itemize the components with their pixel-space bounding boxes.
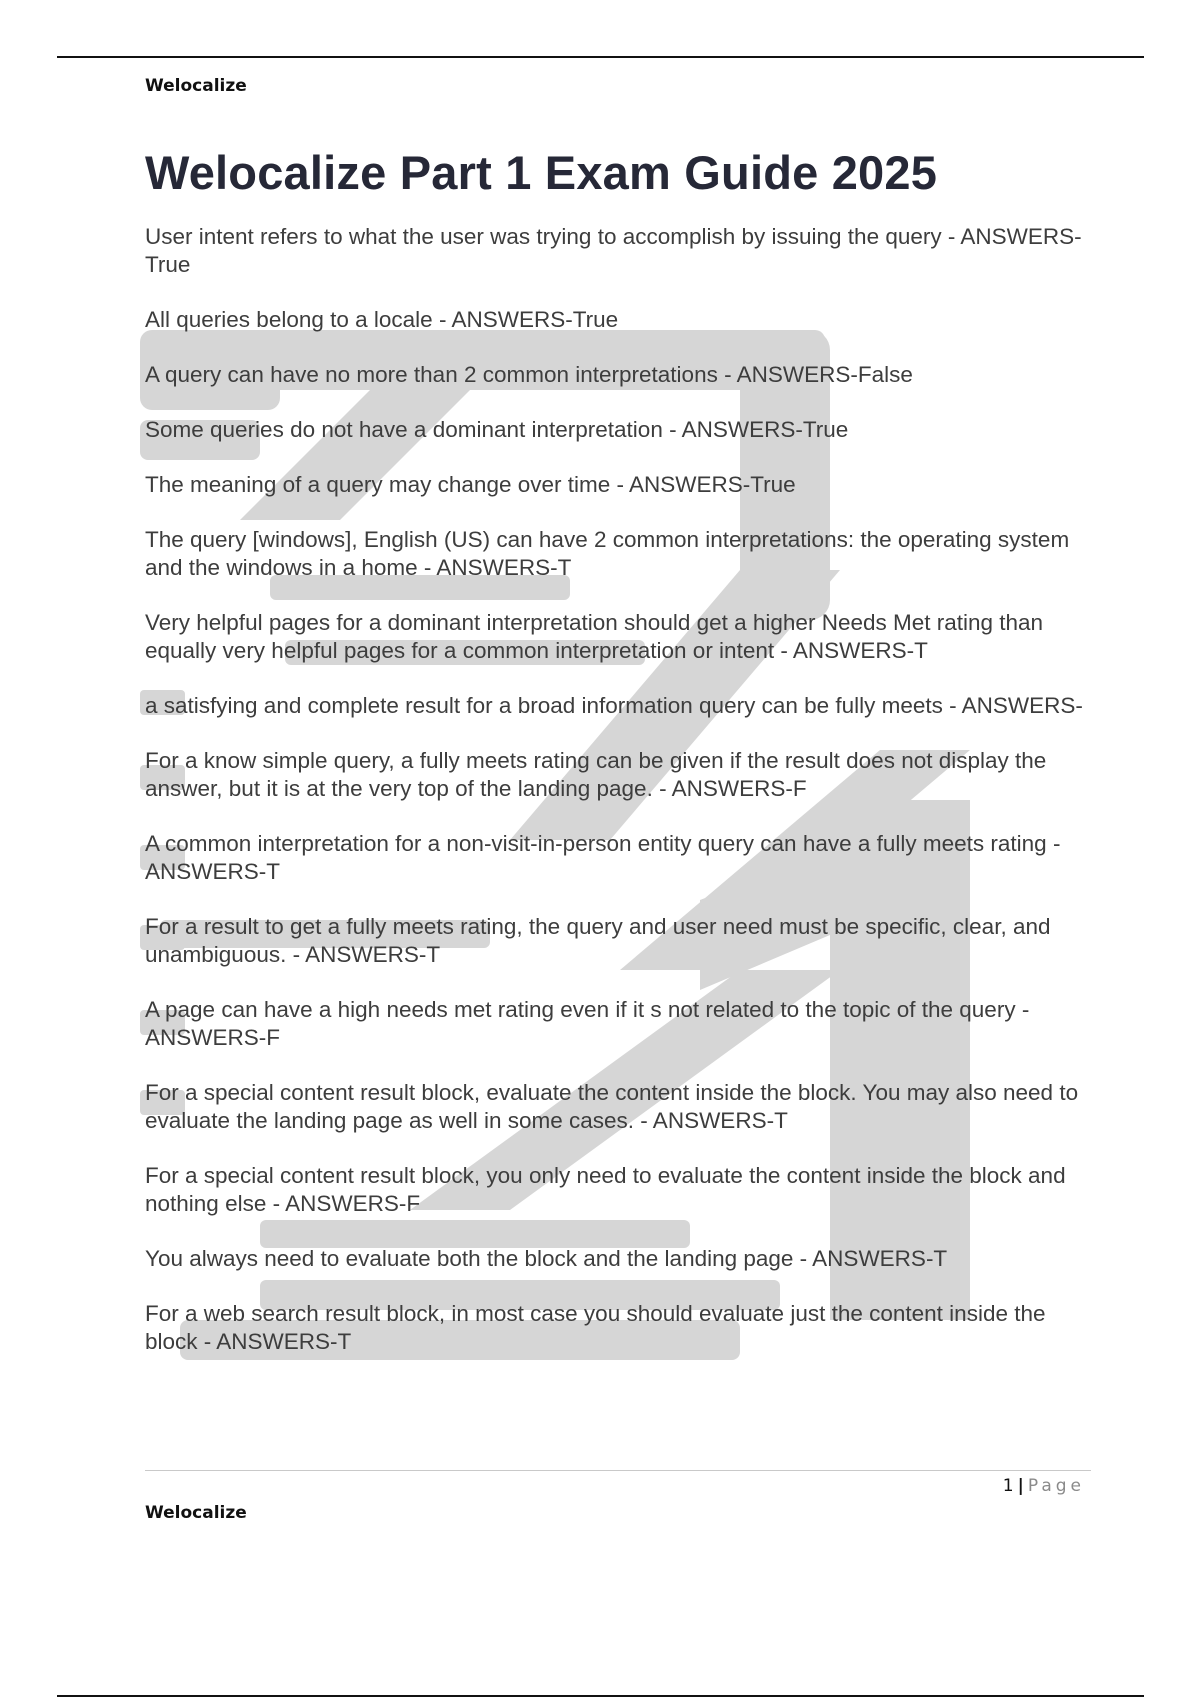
qa-item: A page can have a high needs met rating even if it s not related to the topic of the query - ANSWERS-F (145, 997, 1030, 1050)
footer-rule (145, 1470, 1091, 1471)
bottom-rule (57, 1695, 1144, 1697)
qa-item: For a web search result block, in most case you should evaluate just the content inside the block - ANSWERS-T (145, 1301, 1046, 1354)
qa-item: The meaning of a query may change over time - ANSWERS-True (145, 472, 796, 497)
header-rule (57, 56, 1144, 58)
qa-item: Some queries do not have a dominant interpretation - ANSWERS-True (145, 417, 849, 442)
qa-item: The query [windows], English (US) can have 2 common interpretations: the operating system and the windows in a home - ANSWERS-T (145, 527, 1070, 580)
qa-item: For a know simple query, a fully meets rating can be given if the result does not display the answer, but it is at the very top of the landing page. - ANSWERS-F (145, 748, 1047, 801)
page-number-value: 1 (1002, 1476, 1014, 1496)
header-brand: Welocalize (145, 76, 247, 96)
qa-item: A common interpretation for a non-visit-in-person entity query can have a fully meets rating - ANSWERS-T (145, 831, 1061, 884)
qa-item: Very helpful pages for a dominant interpretation should get a higher Needs Met rating than equally very helpful pages for a common interpretation or intent - ANSWERS-T (145, 610, 1044, 663)
qa-item: A query can have no more than 2 common interpretations - ANSWERS-False (145, 362, 913, 387)
page-word: Page (1027, 1476, 1085, 1496)
page-number (1003, 1476, 1085, 1496)
document-body (145, 145, 1095, 1383)
page-number-separator: | (1017, 1476, 1024, 1496)
qa-item: For a special content result block, evaluate the content inside the block. You may also need to evaluate the landing page as well in some cases. - ANSWERS-T (145, 1080, 1079, 1133)
qa-item: For a special content result block, you only need to evaluate the content inside the block and nothing else - ANSWERS-F (145, 1163, 1066, 1216)
qa-item: All queries belong to a locale - ANSWERS-True (145, 307, 619, 332)
footer-brand: Welocalize (145, 1503, 247, 1523)
document-title: Welocalize Part 1 Exam Guide 2025 (145, 146, 938, 199)
qa-item: User intent refers to what the user was trying to accomplish by issuing the query - ANSWERS-True (145, 224, 1082, 277)
qa-item: You always need to evaluate both the block and the landing page - ANSWERS-T (145, 1246, 948, 1271)
qa-item: For a result to get a fully meets rating, the query and user need must be specific, clear, and unambiguous. - ANSWERS-T (145, 914, 1051, 967)
qa-list (145, 223, 1095, 1356)
qa-item: a satisfying and complete result for a broad information query can be fully meets - ANSWERS- (145, 693, 1083, 718)
